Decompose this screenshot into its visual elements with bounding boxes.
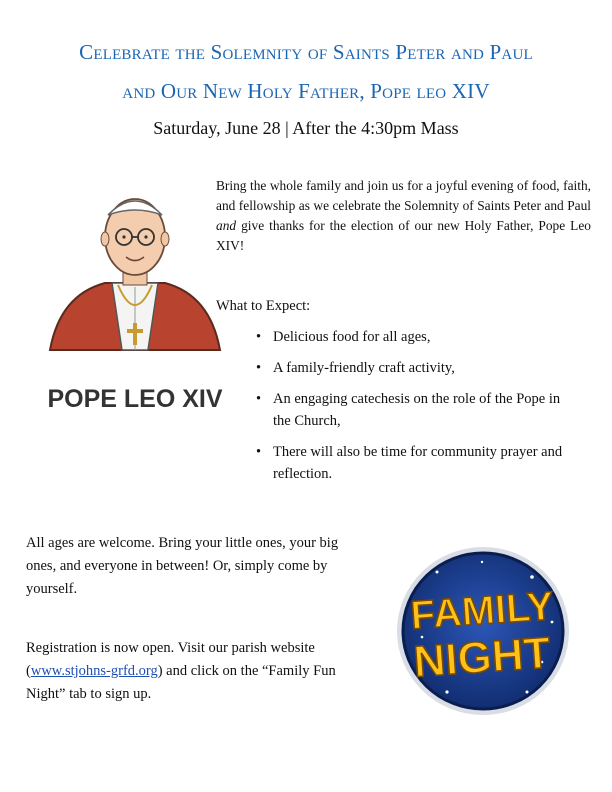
family-night-logo [392, 542, 574, 720]
badge-text [409, 584, 555, 687]
list-item: • An engaging catechesis on the role of the Pope in the Church, [256, 388, 576, 432]
bullet-icon: • [256, 444, 262, 460]
event-date-time: Saturday, June 28 | After the 4:30pm Mass [153, 118, 459, 138]
registration-lead: Registration is now open. [26, 640, 175, 656]
pope-portrait-image [30, 175, 240, 425]
event-title-line2: and Our New Holy Father, Pope leo XIV [122, 79, 490, 103]
badge-word-night: NIGHT [412, 628, 552, 687]
bullet-icon: • [256, 360, 262, 376]
bullet-icon: • [256, 391, 262, 407]
expect-list [256, 326, 576, 494]
badge-word-family: FAMILY [409, 584, 555, 638]
list-item: • There will also be time for community prayer and reflection. [256, 441, 576, 485]
portrait-figure [50, 199, 220, 350]
intro-emphasis: and [216, 218, 237, 233]
portrait-caption: POPE LEO XIV [47, 385, 223, 413]
intro-paragraph [216, 176, 591, 256]
intro-text-part2: give thanks for the election of our new Holy Father, Pope Leo XIV! [216, 218, 591, 253]
welcome-paragraph: All ages are welcome. Bring your little ones, your big ones, and everyone in between! Or, simply come by yourself. [26, 535, 339, 597]
registration-paragraph: Registration is now open. Visit our parish website (www.stjohns-grfd.org) and click on the “Family Fun Night” tab to sign up. [26, 640, 336, 702]
parish-website-link[interactable]: www.stjohns-grfd.org [30, 663, 158, 679]
event-title-line1: Celebrate the Solemnity of Saints Peter and Paul [79, 40, 533, 64]
expect-heading: What to Expect: [216, 298, 311, 314]
list-item: • Delicious food for all ages, [256, 326, 576, 348]
intro-text-part1: Bring the whole family and join us for a joyful evening of food, faith, and fellowship as we celebrate the Solemnity of Saints Peter and Paul [216, 178, 591, 213]
bullet-icon: • [256, 329, 262, 345]
list-item: • A family-friendly craft activity, [256, 357, 576, 379]
